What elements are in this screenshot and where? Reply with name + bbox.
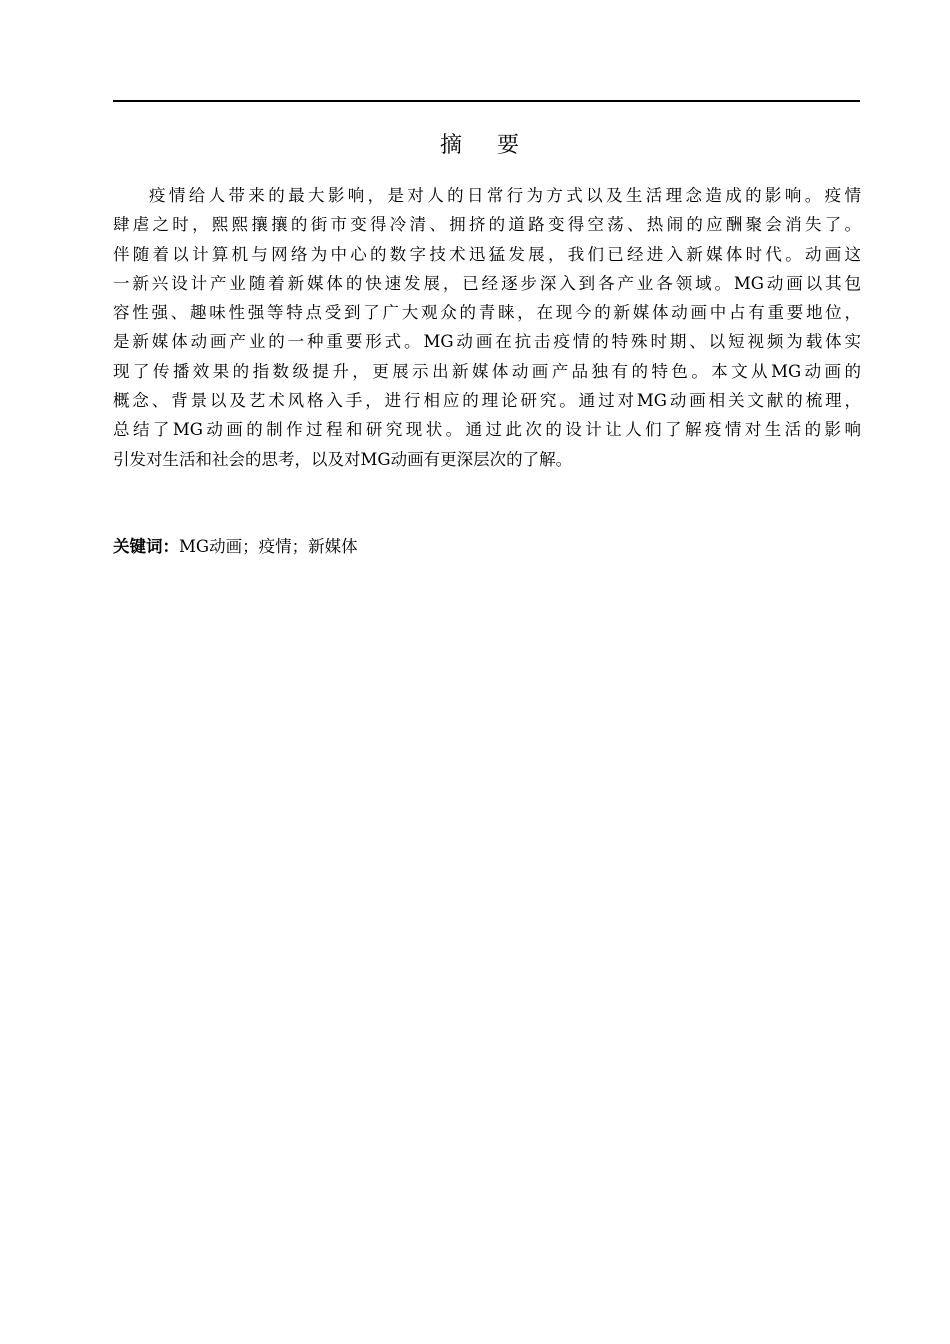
abstract-line: 疫情给人带来的最大影响，是对人的日常行为方式以及生活理念造成的影响。疫情: [149, 186, 861, 205]
abstract-line: 概念、背景以及艺术风格入手，进行相应的理论研究。通过对MG动画相关文献的梳理，: [113, 391, 861, 411]
abstract-line: 引发对生活和社会的思考，以及对MG动画有更深层次的了解。: [113, 449, 573, 469]
keywords-value: MG动画；疫情；新媒体: [179, 537, 358, 556]
abstract-line: 总结了MG动画的制作过程和研究现状。通过此次的设计让人们了解疫情对生活的影响: [113, 420, 861, 440]
abstract-line: 一新兴设计产业随着新媒体的快速发展，已经逐步深入到各产业各领域。MG动画以其包: [113, 273, 861, 293]
abstract-line: 伴随着以计算机与网络为中心的数字技术迅猛发展，我们已经进入新媒体时代。动画这: [113, 244, 861, 264]
abstract-line: 是新媒体动画产业的一种重要形式。MG动画在抗击疫情的特殊时期、以短视频为载体实: [113, 332, 861, 352]
abstract-body: [113, 181, 861, 474]
abstract-line: 容性强、趣味性强等特点受到了广大观众的青睐，在现今的新媒体动画中占有重要地位，: [113, 303, 861, 323]
keywords-line: [113, 534, 861, 560]
header-rule: [113, 100, 860, 102]
abstract-line: 现了传播效果的指数级提升，更展示出新媒体动画产品独有的特色。本文从MG动画的: [113, 361, 861, 381]
abstract-title: 摘 要: [440, 132, 533, 158]
abstract-line: 肆虐之时，熙熙攘攘的街市变得冷清、拥挤的道路变得空荡、热闹的应酬聚会消失了。: [113, 215, 861, 235]
keywords-label: 关键词：: [113, 537, 179, 556]
